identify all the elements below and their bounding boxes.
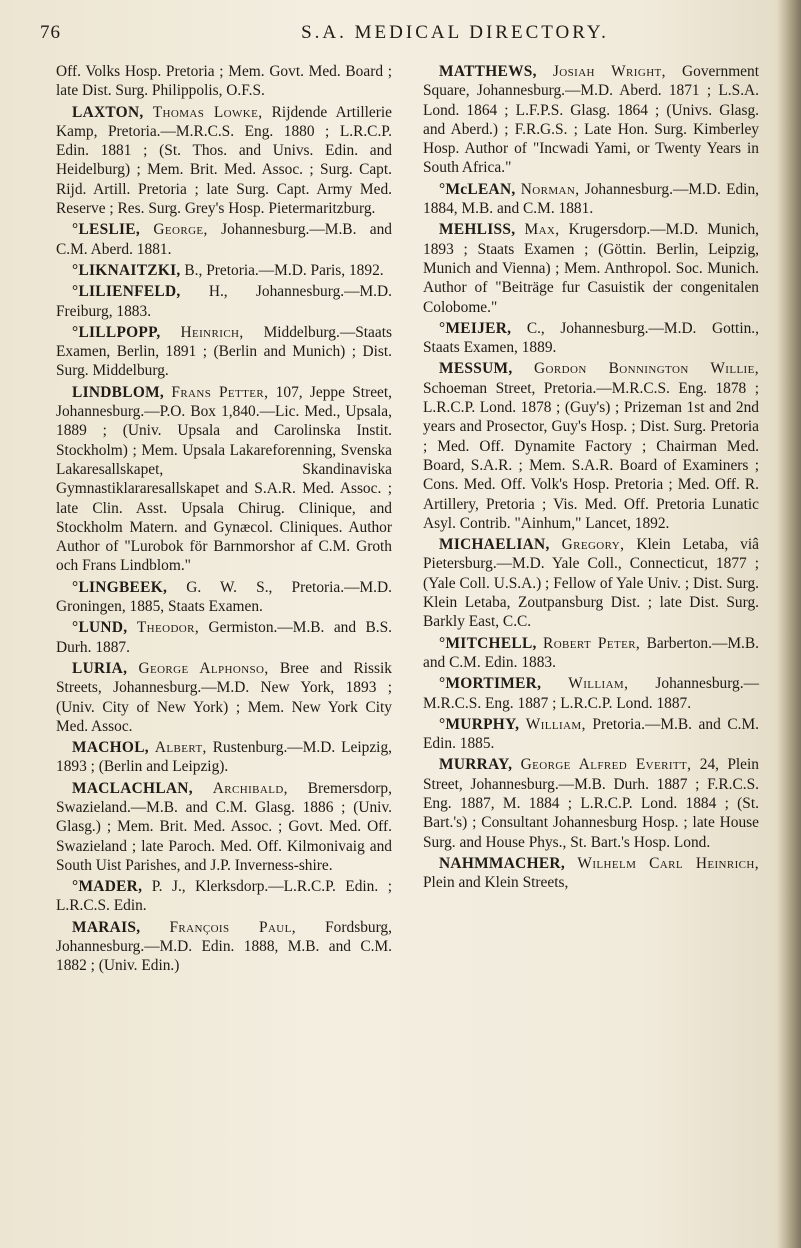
directory-entry [56, 103, 392, 219]
entry-text: Johannesburg.—M.B. and C.M. Aberd. 1881. [56, 221, 392, 258]
page-edge-shadow [777, 0, 801, 1248]
entry-surname: °LINGBEEK, [72, 578, 168, 596]
entry-surname: MEHLISS, [439, 221, 516, 239]
entry-surname: °LILIENFELD, [72, 283, 181, 301]
entry-surname: °MORTIMER, [439, 675, 542, 693]
directory-entry [423, 854, 759, 893]
directory-entry [423, 180, 759, 219]
entry-surname: °LIKNAITZKI, [72, 261, 181, 279]
page-number: 76 [40, 22, 61, 43]
entry-forenames: Robert Peter, [543, 634, 641, 652]
directory-entry [423, 674, 759, 713]
entry-forenames: Wilhelm Carl Heinrich, [577, 854, 759, 872]
page-header [40, 22, 760, 52]
entry-surname: °MURPHY, [439, 715, 520, 733]
entry-text: Schoeman Street, Pretoria.—M.R.C.S. Eng. 1878 ; L.R.C.P. Lond. 1878 ; (Guy's) ; Prizeman 1st and 2nd years and Prosector, Guy's Hosp. ; Dist. Surg. Pretoria ; Med. Off. Dynamite Factory ; Chairman Med. Board, S.A.R. ; Mem. S.A.R. Board of Examiners ; Cons. Med. Off. Volk's Hosp. Pretoria ; Med. Off. R. Artillery, Pretoria ; Vis. Med. Off. Pretoria Lunatic Asyl. Contrib. "Ainhum," Lancet, 1892. [423, 379, 759, 532]
directory-entry [423, 319, 759, 358]
entry-forenames: Heinrich, [180, 323, 244, 341]
directory-entry [56, 261, 392, 280]
directory-entry [56, 918, 392, 976]
entry-forenames: Gregory, [561, 536, 625, 554]
entry-surname: NAHMMACHER, [439, 854, 565, 872]
entry-text: Pretoria.—M.B. and C.M. Edin. 1885. [423, 715, 759, 753]
entry-surname: MARAIS, [72, 918, 141, 936]
entry-text: Rijdende Artillerie Kamp, Pretoria.—M.R.C.S. Eng. 1880 ; L.R.C.P. Edin. 1881 ; (St. Thos. and Univs. Edin. and Heidelburg) ; Mem. Brit. Med. Assoc. ; Surg. Capt. Rijd. Artill. Pretoria ; late Surg. Capt. Army Med. Reserve ; Res. Surg. Grey's Hosp. Pietermaritzburg. [56, 103, 392, 218]
entry-text: Bree and Rissik Streets, Johannesburg.—M.D. New York, 1893 ; (Univ. City of New York) ; Mem. New York City Med. Assoc. [56, 659, 392, 735]
entry-forenames: François Paul, [169, 918, 297, 936]
directory-entry [56, 220, 392, 259]
directory-entry [423, 715, 759, 754]
entry-text: P. J., Klerksdorp.—L.R.C.P. Edin. ; L.R.C.S. Edin. [56, 878, 393, 915]
entry-forenames: Frans Petter, [171, 383, 269, 401]
entry-surname: LAXTON, [72, 103, 144, 121]
entry-forenames: Theodor, [136, 619, 200, 637]
entry-text: Klein Letaba, viâ Pietersburg.—M.D. Yale Coll., Connecticut, 1877 ; (Yale Coll. U.S.A.) ; Fellow of Yale Univ. ; Dist. Surg. Klein Letaba, Zoutpansburg Dist. ; late Dist. Surg. Barkly East, C.C. [423, 536, 759, 631]
entry-surname: °LESLIE, [72, 221, 141, 239]
entry-surname: °MEIJER, [439, 319, 512, 337]
entry-text: C., Johannesburg.—M.D. Gottin., Staats Examen, 1889. [423, 319, 759, 357]
entry-text: B., Pretoria.—M.D. Paris, 1892. [184, 261, 384, 279]
entry-surname: MATTHEWS, [439, 63, 537, 80]
entry-forenames: Albert, [154, 739, 207, 757]
directory-entry [56, 618, 392, 657]
entry-surname: °MITCHELL, [439, 634, 537, 652]
entry-surname: MACHOL, [72, 739, 149, 757]
entry-surname: LINDBLOM, [72, 383, 165, 401]
entry-text: Johannesburg.—M.R.C.S. Eng. 1887 ; L.R.C.P. Lond. 1887. [423, 675, 759, 712]
entry-forenames: Josiah Wright, [552, 63, 666, 80]
entry-surname: MESSUM, [439, 360, 513, 378]
entry-forenames: Norman, [520, 180, 580, 198]
entry-text: G. W. S., Pretoria.—M.D. Groningen, 1885, Staats Examen. [56, 578, 392, 616]
right-column [423, 62, 759, 894]
entry-forenames: George, [153, 221, 208, 239]
directory-entry [56, 62, 392, 101]
directory-entry [56, 383, 392, 576]
entry-forenames: Archibald, [212, 779, 288, 797]
entry-forenames: Thomas Lowke, [152, 103, 263, 121]
text-columns [56, 62, 759, 1232]
entry-text: Government Square, Johannesburg.—M.D. Aberd. 1871 ; L.S.A. Lond. 1864 ; L.F.P.S. Glasg. 1864 ; (Univs. Glasg. and Aberd.) ; F.R.G.S. ; Late Hon. Surg. Kimberley Hosp. Author of "Incwadi Yami, or Twenty Years in South Africa." [423, 63, 759, 177]
entry-text: H., Johannesburg.—M.D. Freiburg, 1883. [56, 283, 392, 320]
directory-entry [423, 755, 759, 851]
directory-entry [56, 323, 392, 381]
entry-forenames: Gordon Bonnington Willie, [534, 360, 759, 378]
entry-text: Germiston.—M.B. and B.S. Durh. 1887. [56, 619, 392, 656]
directory-entry [423, 535, 759, 631]
directory-entry [56, 659, 392, 736]
directory-entry [423, 62, 759, 178]
entry-forenames: Max, [524, 221, 560, 239]
entry-text: Johannesburg.—M.D. Edin, 1884, M.B. and C.M. 1881. [423, 180, 759, 218]
entry-surname: °LUND, [72, 619, 128, 637]
entry-text: 107, Jeppe Street, Johannesburg.—P.O. Box 1,840.—Lic. Med., Upsala, 1889 ; (Univ. Upsala and Carolinska Instit. Stockholm) ; Mem. Upsala Lakareforenning, Svenska Lakaresallskapet, Skandinaviska Gymnastiklararesallskapet and S.A.R. Med. Assoc. ; late Clin. Asst. Upsala Chirug. Clinique, and Stockholm Matern. and Gynæcol. Cliniques. Author Author of "Lurobok för Barnmorshor af C.M. Groth och Frans Lindblom." [56, 383, 392, 575]
directory-entry [56, 877, 392, 916]
directory-entry [56, 578, 392, 617]
entry-text: Plein and Klein Streets, [423, 874, 569, 892]
entry-forenames: William, [568, 675, 629, 693]
entry-text: Bremersdorp, Swazieland.—M.B. and C.M. Glasg. 1886 ; (Univ. Glasg.) ; Mem. Brit. Med. Assoc. ; Govt. Med. Off. Swazieland ; late Paroch. Med. Off. Kilmonivaig and South Uist Parishes, and J.P. Inverness-shire. [56, 779, 392, 874]
entry-forenames: George Alfred Everitt, [520, 756, 692, 774]
entry-surname: MURRAY, [439, 756, 513, 774]
entry-forenames: George Alphonso, [138, 659, 269, 677]
directory-entry [423, 220, 759, 316]
entry-text: 24, Plein Street, Johannesburg.—M.B. Durh. 1887 ; F.R.C.S. Eng. 1887, M. 1884 ; L.R.C.P. Lond. 1884 ; (St. Bart.'s) ; Consultant Johannesburg Hosp. ; late House Surg. and House Phys., St. Bart.'s Hosp. Lond. [423, 756, 759, 851]
directory-entry [56, 779, 392, 875]
entry-text: Fordsburg, Johannesburg.—M.D. Edin. 1888, M.B. and C.M. 1882 ; (Univ. Edin.) [56, 918, 392, 975]
entry-surname: °LILLPOPP, [72, 323, 161, 341]
directory-entry [56, 738, 392, 777]
entry-text: Middelburg.—Staats Examen, Berlin, 1891 ; (Berlin and Munich) ; Dist. Surg. Middelburg. [56, 323, 392, 380]
entry-surname: MACLACHLAN, [72, 779, 193, 797]
directory-entry [56, 282, 392, 321]
entry-forenames: William, [525, 715, 586, 733]
entry-text: Off. Volks Hosp. Pretoria ; Mem. Govt. Med. Board ; late Dist. Surg. Philippolis, O.F.S. [56, 63, 392, 100]
entry-text: Rustenburg.—M.D. Leipzig, 1893 ; (Berlin and Leipzig). [56, 739, 392, 776]
running-head: S.A. MEDICAL DIRECTORY. [301, 22, 609, 43]
entry-surname: °MADER, [72, 878, 143, 896]
entry-text: Barberton.—M.B. and C.M. Edin. 1883. [423, 634, 759, 671]
entry-surname: MICHAELIAN, [439, 536, 550, 554]
entry-surname: °McLEAN, [439, 180, 516, 198]
left-column [56, 62, 392, 978]
directory-entry [423, 634, 759, 673]
entry-surname: LURIA, [72, 659, 128, 677]
directory-entry [423, 359, 759, 533]
entry-text: Krugersdorp.—M.D. Munich, 1893 ; Staats Examen ; (Göttin. Berlin, Leipzig, Munich and Vienna) ; Mem. Anthropol. Soc. Munich. Author of "Beiträge fur Casuistik der congenitalen Colobome." [423, 221, 759, 316]
